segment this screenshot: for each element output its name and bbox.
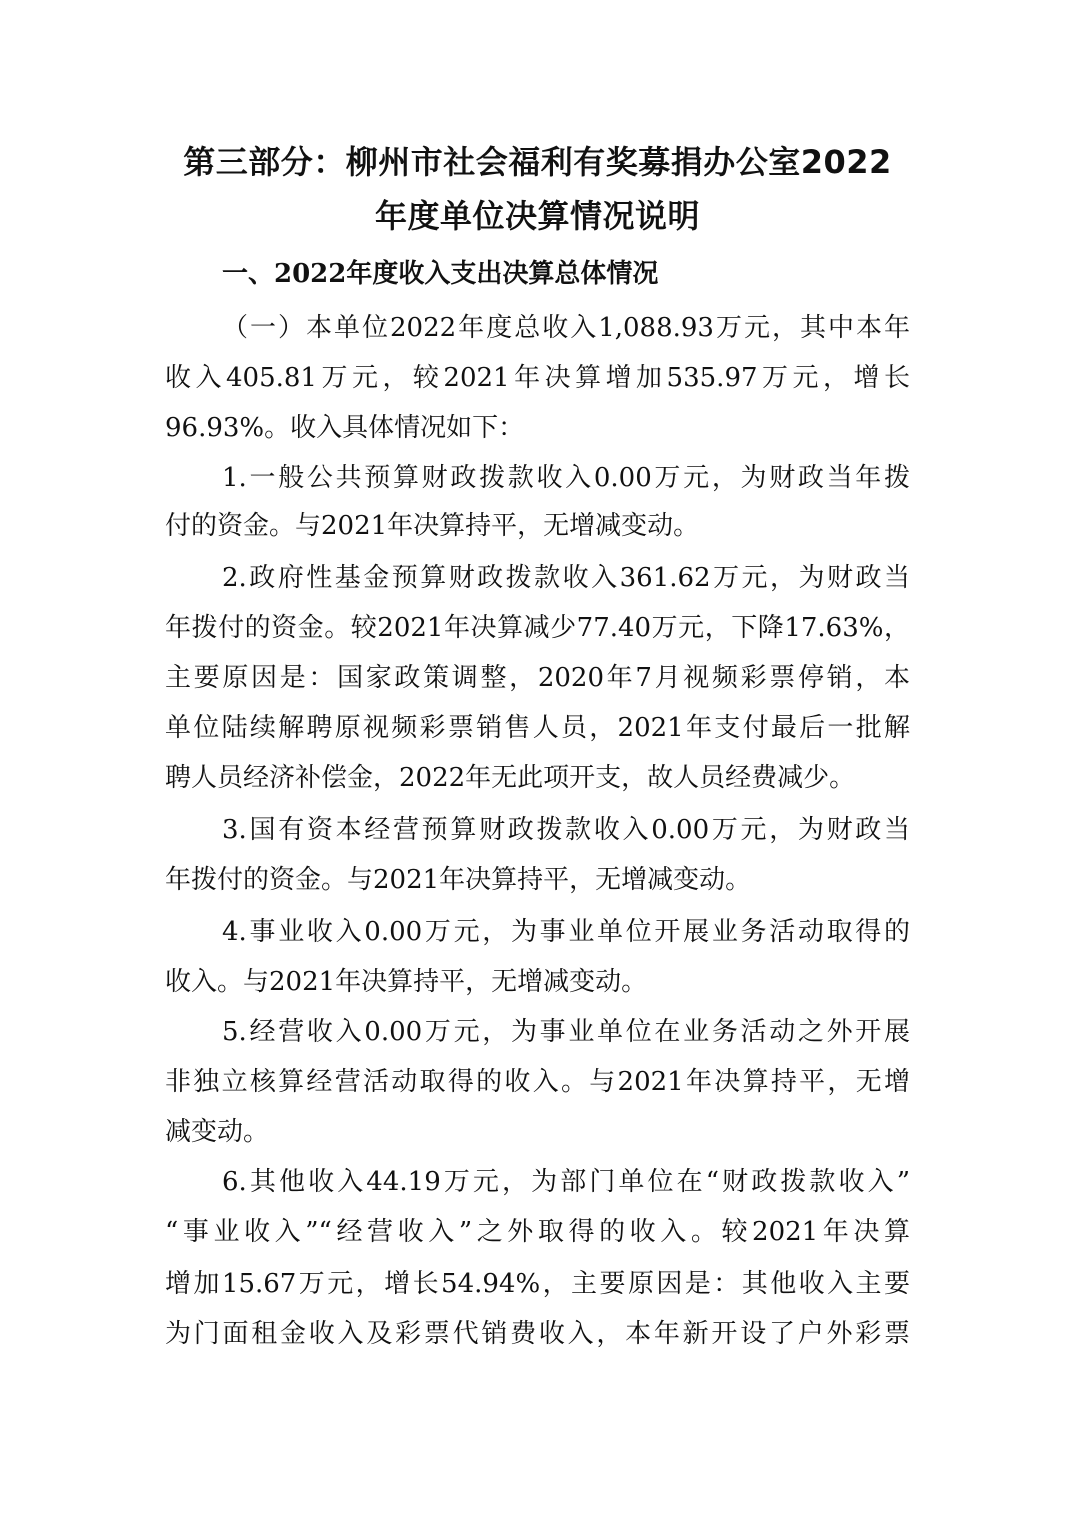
section-heading: 一、2022年度收入支出决算总体情况: [222, 259, 659, 289]
paragraph-line: 4.事业收入0.00万元，为事业单位开展业务活动取得的: [222, 917, 910, 947]
paragraph-line: 付的资金。与2021年决算持平，无增减变动。: [165, 511, 700, 541]
paragraph-line: 5.经营收入0.00万元，为事业单位在业务活动之外开展: [222, 1017, 910, 1047]
paragraph-line: 2.政府性基金预算财政拨款收入361.62万元，为财政当: [222, 563, 910, 593]
paragraph-line: 3.国有资本经营预算财政拨款收入0.00万元，为财政当: [222, 815, 910, 845]
document-title-line-2: 年度单位决算情况说明: [374, 197, 700, 235]
paragraph-line: 年拨付的资金。较2021年决算减少77.40万元，下降17.63%，: [165, 613, 910, 643]
paragraph-line: 收入。与2021年决算持平，无增减变动。: [165, 967, 648, 997]
paragraph-line: 减变动。: [165, 1117, 270, 1147]
paragraph-line: 为门面租金收入及彩票代销费收入，本年新开设了户外彩票: [165, 1319, 910, 1349]
document-title-line-1: 第三部分：柳州市社会福利有奖募捐办公室2022: [183, 143, 892, 181]
paragraph-line: 非独立核算经营活动取得的收入。与2021年决算持平，无增: [165, 1067, 910, 1097]
paragraph-line: 增加15.67万元，增长54.94%，主要原因是：其他收入主要: [165, 1269, 910, 1299]
paragraph-line: 聘人员经济补偿金，2022年无此项开支，故人员经费减少。: [165, 763, 856, 793]
paragraph-line: 主要原因是：国家政策调整，2020年7月视频彩票停销，本: [165, 663, 910, 693]
paragraph-line: 6.其他收入44.19万元，为部门单位在“财政拨款收入”: [222, 1167, 910, 1197]
paragraph-line: 收入405.81万元，较2021年决算增加535.97万元，增长: [165, 363, 910, 393]
paragraph-line: 96.93%。收入具体情况如下：: [165, 413, 525, 443]
paragraph-line: 1.一般公共预算财政拨款收入0.00万元，为财政当年拨: [222, 463, 910, 493]
paragraph-line: （一）本单位2022年度总收入1,088.93万元，其中本年: [222, 313, 910, 343]
paragraph-line: 年拨付的资金。与2021年决算持平，无增减变动。: [165, 865, 752, 895]
paragraph-line: “事业收入”“经营收入”之外取得的收入。较2021年决算: [165, 1217, 910, 1247]
paragraph-line: 单位陆续解聘原视频彩票销售人员，2021年支付最后一批解: [165, 713, 910, 743]
